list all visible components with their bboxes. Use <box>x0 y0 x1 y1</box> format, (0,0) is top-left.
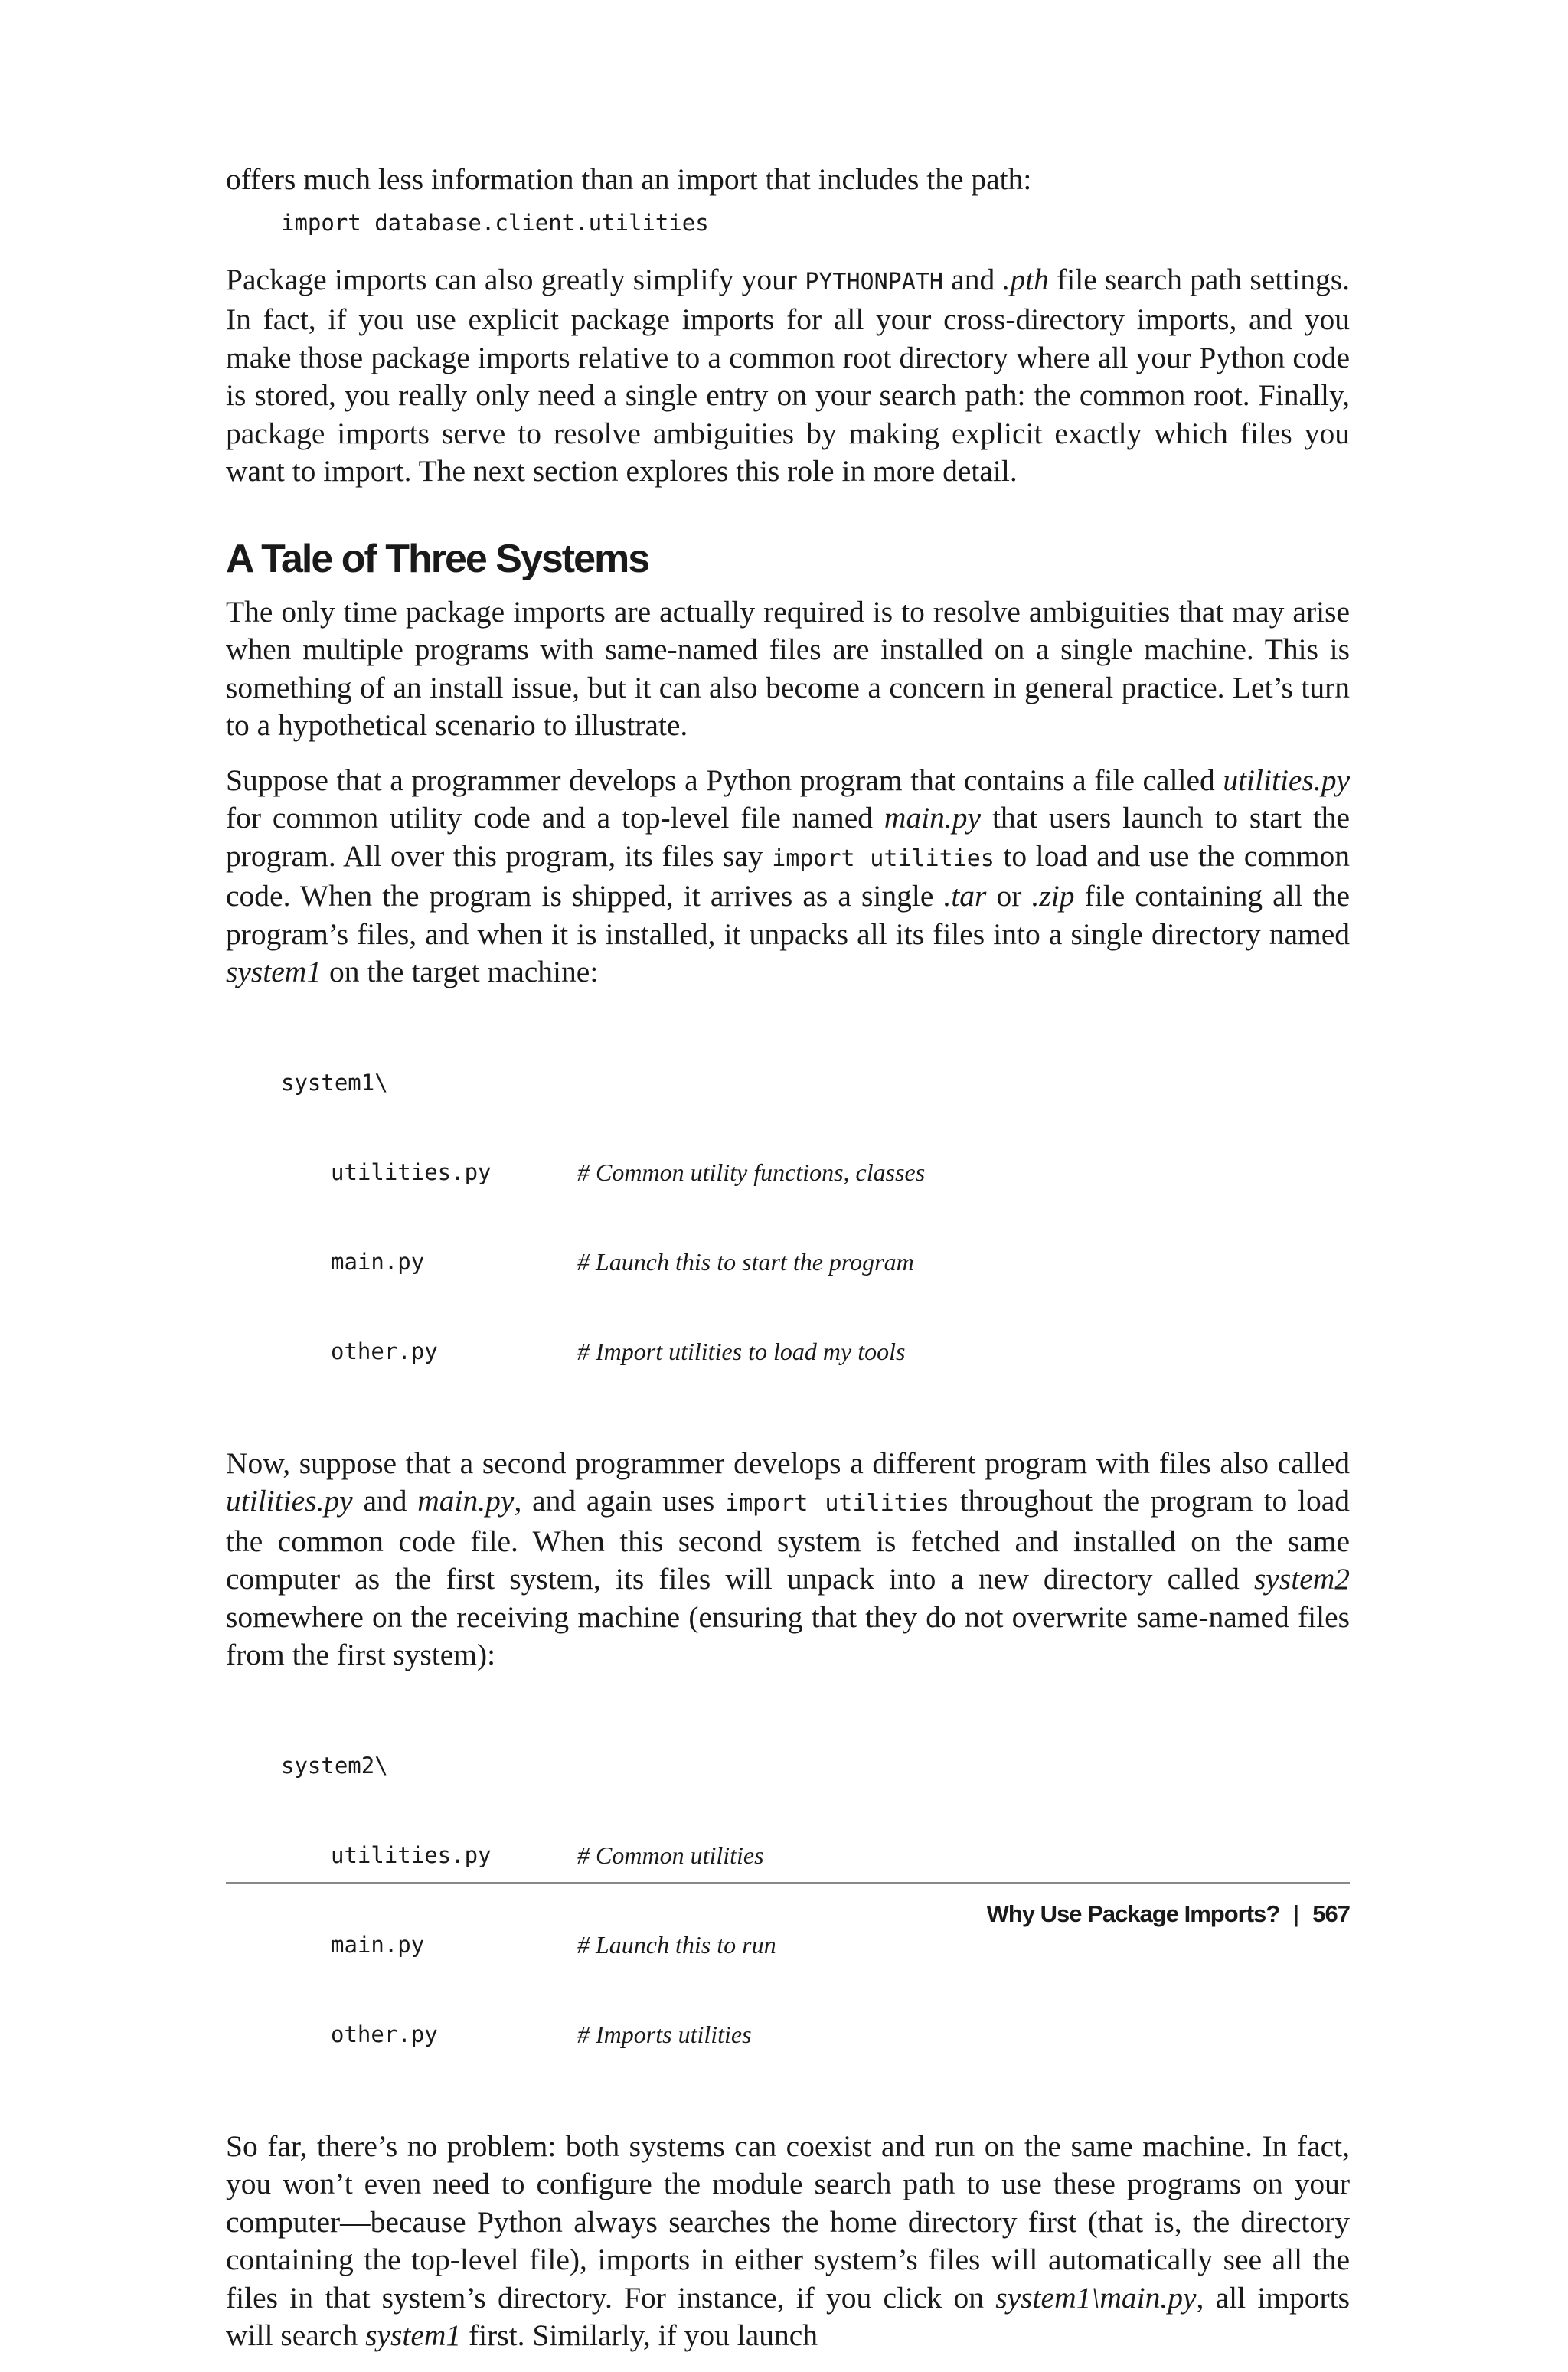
paragraph-second-programmer <box>226 1445 1350 1674</box>
listing2-file: utilities.py <box>331 1841 492 1868</box>
listing-system1 <box>281 1008 1350 1426</box>
listing1-comment: # Launch this to start the program <box>577 1247 914 1276</box>
para4-text-c: , and again uses <box>514 1484 726 1518</box>
para5-text-b: , all imports will search <box>226 2280 1351 2352</box>
listing2-row <box>281 2020 1350 2050</box>
paragraph-so-far <box>226 2128 1350 2355</box>
listing2-dir: system2\ <box>281 1752 388 1779</box>
para5-text-c: first. Similarly, if you launch <box>461 2318 818 2352</box>
intro-code-block <box>281 208 1350 238</box>
import-utilities-code: import utilities <box>725 1490 949 1517</box>
zip-term: .zip <box>1031 879 1075 913</box>
main-term: main.py <box>884 801 982 835</box>
listing1-file: utilities.py <box>331 1158 492 1185</box>
para3-text-f: file containing all the program’s files, and when it is installed, it unpacks all its files into a single directory named <box>226 879 1350 951</box>
tar-term: .tar <box>943 879 987 913</box>
system1-term: system1 <box>226 955 322 988</box>
page-footer <box>987 1900 1350 1928</box>
utilities-term: utilities.py <box>1223 763 1350 797</box>
paragraph-required <box>226 593 1350 745</box>
listing1-row <box>281 1158 1350 1188</box>
intro-paragraph <box>226 161 1350 199</box>
footer-section-title: Why Use Package Imports? <box>986 1900 1280 1927</box>
listing1-file: main.py <box>331 1248 425 1275</box>
para4-text-d: throughout the program to load the common code file. When this second system is fetched and installed on the same computer as the first system, its files will unpack into a new directory called <box>226 1484 1350 1596</box>
para1-text-c: file search path settings. In fact, if you use explicit package imports for all your cross-directory imports, and you make those package imports relative to a common root directory where all your Python code is stored, you really only need a single entry on your search path: the common root. Finally, package imports serve to resolve ambiguities by making explicit exactly which files you want to import. The next section explores this role in more detail. <box>226 262 1350 488</box>
listing2-file: main.py <box>331 1931 425 1958</box>
listing1-dir: system1\ <box>281 1069 388 1096</box>
pth-term: .pth <box>1002 262 1049 296</box>
listing2-row <box>281 1930 1350 1960</box>
listing1-row <box>281 1337 1350 1367</box>
listing1-comment: # Common utility functions, classes <box>577 1158 926 1186</box>
para4-text-e: somewhere on the receiving machine (ensuring that they do not overwrite same-named files from the first system): <box>226 1599 1350 1671</box>
para4-text-b: and <box>352 1484 418 1518</box>
import-utilities-code: import utilities <box>772 845 995 872</box>
listing2-comment: # Imports utilities <box>577 2020 752 2048</box>
para5-text-a: So far, there’s no problem: both systems can coexist and run on the same machine. In fact, you won’t even need to configure the module search path to use these programs on your computer—because Python always searches the home directory first (that is, the directory containing the top-level file), imports in either system’s files will automatically see all the files in that system’s directory. For instance, if you click on <box>226 2129 1350 2315</box>
page-number: 567 <box>1312 1900 1350 1927</box>
main-term: main.py <box>417 1484 514 1518</box>
section-heading: A Tale of Three Systems <box>226 536 649 581</box>
para1-text-a: Package imports can also greatly simplify your <box>226 262 805 296</box>
para3-text-c: that users launch to start the program. All over this program, its files say <box>226 801 1350 873</box>
listing2-file: other.py <box>331 2021 438 2047</box>
listing2-comment: # Common utilities <box>577 1841 764 1869</box>
paragraph-package-imports <box>226 261 1350 491</box>
para1-text-b: and <box>942 262 1003 296</box>
para3-text-e: or <box>986 879 1032 913</box>
para3-text-d: to load and use the common code. When the program is shipped, it arrives as a single <box>226 838 1351 913</box>
para2-text: The only time package imports are actually required is to resolve ambiguities that may arise when multiple programs with same-named files are installed on a single machine. This is something of an install issue, but it can also become a concern in general practice. Let’s turn to a hypothetical scenario to illustrate. <box>226 594 1350 742</box>
intro-code: import database.client.utilities <box>281 209 709 236</box>
utilities-term: utilities.py <box>226 1484 353 1518</box>
listing2-row <box>281 1841 1350 1870</box>
system1-term: system1 <box>365 2318 462 2352</box>
para3-text-a: Suppose that a programmer develops a Python program that contains a file called <box>226 763 1223 797</box>
listing1-file: other.py <box>331 1338 438 1364</box>
listing2-comment: # Launch this to run <box>577 1930 776 1959</box>
system1-main-term: system1\main.py <box>995 2280 1197 2315</box>
footer-separator: | <box>1293 1900 1299 1927</box>
para4-text-a: Now, suppose that a second programmer develops a different program with files also called <box>226 1446 1350 1480</box>
page-content <box>226 161 1350 2372</box>
para3-text-g: on the target machine: <box>322 955 599 988</box>
para3-text-b: for common utility code and a top-level file named <box>226 801 884 835</box>
system2-term: system2 <box>1253 1562 1350 1596</box>
listing1-row <box>281 1247 1350 1277</box>
paragraph-suppose <box>226 762 1350 992</box>
pythonpath-code: PYTHONPATH <box>805 268 943 296</box>
footer-divider <box>226 1882 1350 1884</box>
intro-text: offers much less information than an import that includes the path: <box>226 162 1032 196</box>
listing1-comment: # Import utilities to load my tools <box>577 1337 906 1365</box>
